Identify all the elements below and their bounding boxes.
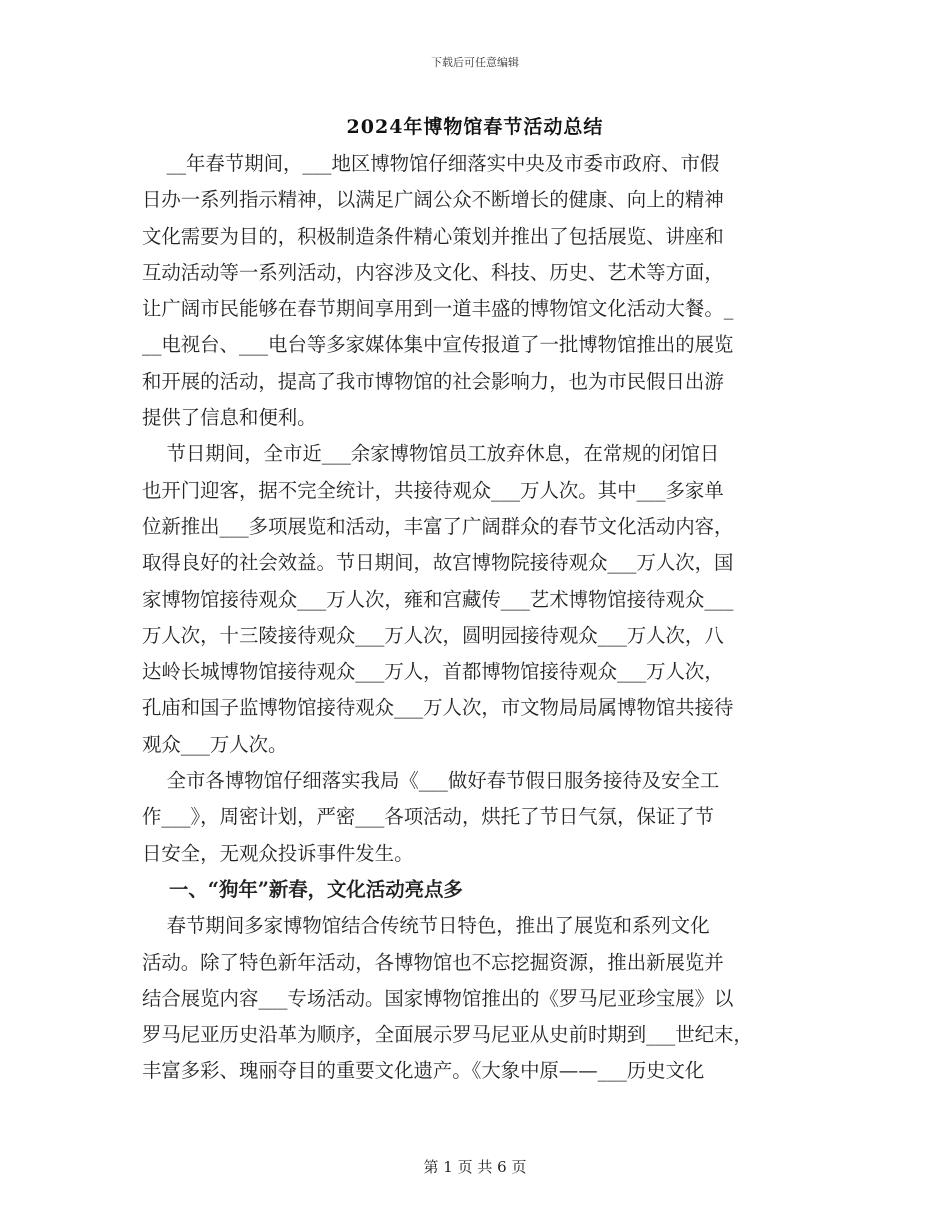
body-line: 提供了信息和便利。 [142,406,317,430]
body-line: 观众___万人次。 [142,732,288,756]
document-title: 2024年博物馆春节活动总结 [346,116,604,138]
body-line: __年春节期间，___地区博物馆仔细落实中央及市委市政府、市假 [142,152,720,175]
body-line: 也开门迎客，据不完全统计，共接待观众___万人次。其中___多家单 [142,478,724,502]
body-line: 取得良好的社会效益。节日期间，故宫博物院接待观众___万人次，国 [142,551,734,575]
body-line: 节日期间，全市近___余家博物馆员工放弃休息，在常规的闭馆日 [142,442,720,466]
body-line: 家博物馆接待观众___万人次，雍和宫藏传___艺术博物馆接待观众___ [142,587,734,611]
document-body [142,146,808,1090]
page-number-footer: 第 1 页 共 6 页 [423,1158,527,1176]
body-line: 日办一系列指示精神，以满足广阔公众不断增长的健康、向上的精神 [142,188,724,212]
section-heading: 一、“狗年”新春，文化活动亮点多 [142,877,463,901]
body-line: 春节期间多家博物馆结合传统节日特色，推出了展览和系列文化 [142,914,710,938]
body-line: 万人次，十三陵接待观众___万人次，圆明园接待观众___万人次，八 [142,623,724,647]
body-line: 互动活动等一系列活动，内容涉及文化、科技、历史、艺术等方面， [142,260,724,284]
body-line: 罗马尼亚历史沿革为顺序，全面展示罗马尼亚从史前时期到___世纪末， [142,1023,753,1047]
body-line: 达岭长城博物馆接待观众___万人，首都博物馆接待观众___万人次， [142,660,724,684]
body-line: 位新推出___多项展览和活动，丰富了广阔群众的春节文化活动内容， [142,514,734,538]
body-line: 作___》，周密计划，严密___各项活动，烘托了节日气氛，保证了节 [142,805,715,829]
body-line: __电视台、___电台等多家媒体集中宣传报道了一批博物馆推出的展览 [142,333,734,357]
body-line: 活动。除了特色新年活动，各博物馆也不忘挖掘资源，推出新展览并 [142,950,724,974]
body-line: 让广阔市民能够在春节期间享用到一道丰盛的博物馆文化活动大餐。_ [142,297,734,321]
header-note: 下载后可任意编辑 [431,56,519,69]
body-line: 结合展览内容___专场活动。国家博物馆推出的《罗马尼亚珍宝展》以 [142,986,734,1010]
body-line: 孔庙和国子监博物馆接待观众___万人次，市文物局局属博物馆共接待 [142,696,734,720]
body-line: 和开展的活动，提高了我市博物馆的社会影响力，也为市民假日出游 [142,369,724,393]
body-line: 日安全，无观众投诉事件发生。 [142,841,414,865]
body-line: 文化需要为目的，积极制造条件精心策划并推出了包括展览、讲座和 [142,224,724,248]
body-line: 丰富多彩、瑰丽夺目的重要文化遗产。《大象中原——___历史文化 [142,1059,705,1083]
body-line: 全市各博物馆仔细落实我局《___做好春节假日服务接待及安全工 [142,769,720,793]
